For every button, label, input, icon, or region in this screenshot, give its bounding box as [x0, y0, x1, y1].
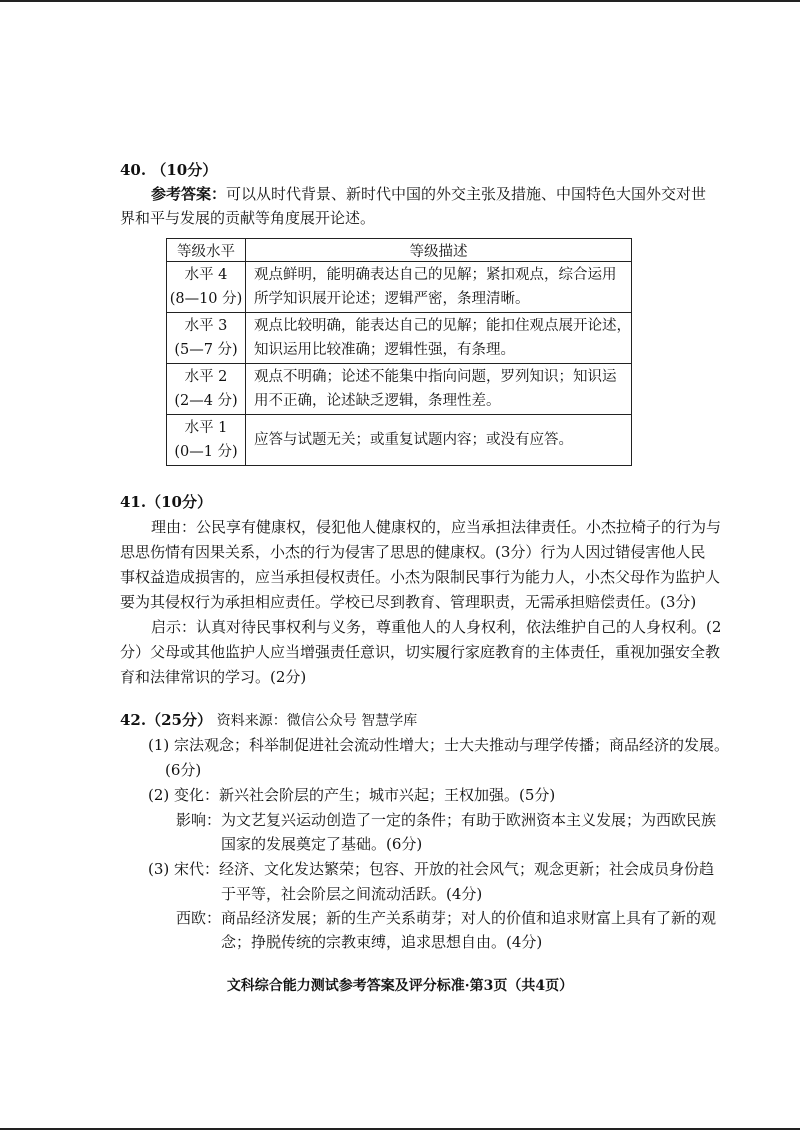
- desc-line: 知识运用比较准确；逻辑性强，有条理。: [254, 342, 515, 358]
- table-row: [167, 313, 632, 364]
- desc-cell: [246, 313, 632, 364]
- q40-answer-line1: [151, 184, 706, 204]
- q40-header: 40. （10分）: [120, 161, 218, 179]
- q41-line: 启示：认真对待民事权利与义务，尊重他人的人身权利，依法维护自己的人身权利。(2: [151, 618, 722, 636]
- top-border: [0, 0, 800, 2]
- level-range: (0—1 分): [174, 444, 238, 460]
- q42-line: 于平等，社会阶层之间流动活跃。(4分): [221, 885, 483, 903]
- q42-line: 影响：为文艺复兴运动创造了一定的条件；有助于欧洲资本主义发展；为西欧民族: [176, 811, 717, 829]
- level-name: 水平 2: [184, 369, 228, 385]
- q41-line: 思思伤情有因果关系，小杰的行为侵害了思思的健康权。(3分）行为人因过错侵害他人民: [120, 543, 706, 561]
- q41-line: 事权益造成损害的，应当承担侵权责任。小杰为限制民事行为能力人，小杰父母作为监护人: [120, 568, 721, 586]
- desc-line: 用不正确，论述缺乏逻辑，条理性差。: [254, 393, 501, 409]
- desc-line: 观点比较明确，能表达自己的见解；能扣住观点展开论述，: [254, 318, 631, 334]
- desc-line: 应答与试题无关；或重复试题内容；或没有应答。: [254, 432, 573, 448]
- q42-line: (6分): [165, 761, 202, 779]
- level-name: 水平 3: [184, 318, 228, 334]
- page-footer: 文科综合能力测试参考答案及评分标准·第3页（共4页）: [226, 978, 574, 994]
- q42-header: 42.（25分）: [120, 711, 212, 729]
- desc-line: 观点不明确；论述不能集中指向问题，罗列知识；知识运: [254, 369, 617, 385]
- desc-cell: [246, 364, 632, 415]
- table-header-row: [167, 239, 632, 262]
- table-header-desc: 等级描述: [246, 239, 632, 262]
- q41-line: 要为其侵权行为承担相应责任。学校已尽到教育、管理职责，无需承担赔偿责任。(3分): [120, 593, 697, 611]
- q42-line: 西欧：商品经济发展；新的生产关系萌芽；对人的价值和追求财富上具有了新的观: [176, 909, 717, 927]
- q41-line: 分）父母或其他监护人应当增强责任意识，切实履行家庭教育的主体责任，重视加强安全教: [120, 643, 721, 661]
- desc-cell: [246, 262, 632, 313]
- level-cell: [167, 262, 246, 313]
- answer-text: 可以从时代背景、新时代中国的外交主张及措施、中国特色大国外交对世: [226, 185, 707, 203]
- level-cell: [167, 415, 246, 466]
- q42-header-line: [120, 710, 417, 731]
- source-note: 资料来源：微信公众号 智慧学库: [216, 713, 418, 729]
- q42-line: 国家的发展奠定了基础。(6分): [221, 835, 423, 853]
- q42-line: (2) 变化：新兴社会阶层的产生；城市兴起；王权加强。(5分): [148, 786, 556, 804]
- table-header-level: 等级水平: [167, 239, 246, 262]
- q41-line: 理由：公民享有健康权，侵犯他人健康权的，应当承担法律责任。小杰拉椅子的行为与: [151, 518, 722, 536]
- table-row: [167, 415, 632, 466]
- q42-line: 念；挣脱传统的宗教束缚，追求思想自由。(4分): [221, 933, 543, 951]
- q41-line: 育和法律常识的学习。(2分): [120, 668, 307, 686]
- q42-line: (1) 宗法观念；科举制促进社会流动性增大；士大夫推动与理学传播；商品经济的发展。: [148, 736, 730, 754]
- desc-line: 观点鲜明，能明确表达自己的见解；紧扣观点，综合运用: [254, 267, 617, 283]
- level-range: (2—4 分): [174, 393, 238, 409]
- level-name: 水平 1: [184, 420, 228, 436]
- q42-line: (3) 宋代：经济、文化发达繁荣；包容、开放的社会风气；观念更新；社会成员身份趋: [148, 860, 715, 878]
- answer-label: 参考答案：: [151, 185, 227, 203]
- table-row: [167, 262, 632, 313]
- level-range: (8—10 分): [169, 291, 243, 307]
- level-name: 水平 4: [184, 267, 228, 283]
- grading-table: [166, 238, 632, 466]
- q41-header: 41.（10分）: [120, 493, 212, 511]
- desc-cell: [246, 415, 632, 466]
- level-range: (5—7 分): [174, 342, 238, 358]
- level-cell: [167, 364, 246, 415]
- level-cell: [167, 313, 246, 364]
- table-row: [167, 364, 632, 415]
- q40-answer-line2: 界和平与发展的贡献等角度展开论述。: [120, 209, 376, 227]
- desc-line: 所学知识展开论述；逻辑严密，条理清晰。: [254, 291, 530, 307]
